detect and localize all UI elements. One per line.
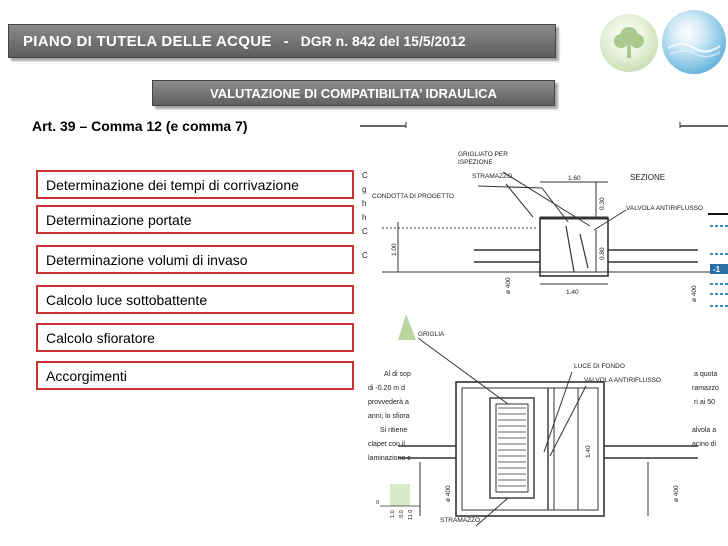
dim-160: 1.60 [568,175,581,182]
menu-item-tempi-corrivazione[interactable] [36,170,354,199]
dim-140-v: 1.40 [585,445,592,458]
dim-400-b: ø 400 [691,285,698,302]
menu-item-label: Determinazione portate [46,211,192,228]
paragraph-line: Si ritiene [380,427,408,434]
label-stramazzo-bottom: STRAMAZZO [440,517,481,524]
fragment-text: h [362,199,367,208]
paragraph-line: clapet con il [368,441,405,448]
dim-080: 0.80 [599,247,606,260]
paragraph-line: ri ai 50 [694,399,716,406]
menu-item-label: Determinazione dei tempi di corrivazione [46,176,299,193]
menu-item-sfioratore[interactable] [36,323,354,352]
menu-item-label: Accorgimenti [46,367,127,384]
dim-100: 1.00 [391,243,398,256]
fragment-text: C [362,251,368,260]
dim-400-c: ø 400 [445,485,452,502]
paragraph-line: acino di [692,441,717,448]
menu-item-label: Calcolo sfioratore [46,329,155,346]
paragraph-line: ramazzo [692,385,719,392]
label-ispezione: ISPEZIONE [458,159,493,166]
fragment-text: g [362,185,367,194]
paragraph-line: di -0.20 m d [368,385,405,392]
label-grigliato: GRIGLIATO PER [458,151,508,158]
axis-label: 9.0 [399,510,405,518]
paragraph-line: laminazione c [368,455,411,462]
label-condotta: CONDOTTA DI PROGETTO [372,193,455,200]
menu-item-accorgimenti[interactable] [36,361,354,390]
water-drop-logo-icon [662,10,726,74]
menu-item-luce-sottobattente[interactable] [36,285,354,314]
paragraph-line: provvederà a [368,399,409,406]
dim-140-h: 1.40 [566,289,579,296]
menu-item-label: Calcolo luce sottobattente [46,291,208,308]
technical-drawing [358,122,728,546]
paragraph-line: anni; lo sfiora [368,413,410,420]
subheader-title: VALUTAZIONE DI COMPATIBILITA’ IDRAULICA [210,85,497,101]
axis-label: 1.0 [390,510,396,518]
paragraph-line: a quota [694,371,718,378]
label-sezione: SEZIONE [630,173,666,182]
label-stramazzo-top: STRAMAZZO [472,173,513,180]
article-title: Art. 39 – Comma 12 (e comma 7) [32,118,248,134]
label-valvola-plan: VALVOLA ANTIRIFLUSSO [584,377,662,384]
paragraph-line: Al di sop [384,371,411,378]
menu-item-portate[interactable] [36,205,354,234]
tree-logo-icon [600,14,658,72]
fragment-text: h [362,213,367,222]
menu-item-label: Determinazione volumi di invaso [46,251,248,268]
axis-label: 0 [376,500,380,506]
header-title: PIANO DI TUTELA DELLE ACQUE [23,32,272,50]
header-reference: DGR n. 842 del 15/5/2012 [300,33,466,49]
header-bar [8,24,556,58]
header-separator: - [283,32,289,50]
dim-400-d: ø 400 [673,485,680,502]
label-griglia: GRIGLIA [418,331,445,338]
fragment-text: C [362,171,368,180]
label-luce-di-fondo: LUCE DI FONDO [574,363,625,370]
axis-label: 11.0 [408,509,414,520]
fragment-text: C [362,227,368,236]
menu-item-volumi-invaso[interactable] [36,245,354,274]
neg-one-label: -1 [713,265,721,274]
subheader-bar [152,80,555,106]
dim-030: 0.30 [599,197,606,210]
paragraph-line: alvola a [692,427,717,434]
dim-400-a: ø 400 [505,277,512,294]
label-valvola-top: VALVOLA ANTIRIFLUSSO [626,205,704,212]
